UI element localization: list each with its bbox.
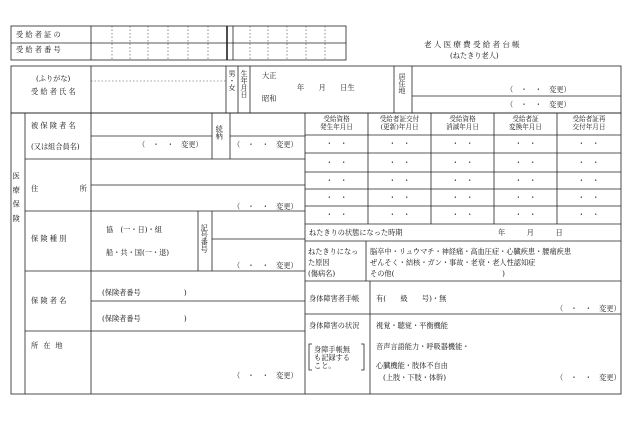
insurer-number-2[interactable]: (保険者番号 ) (102, 314, 187, 323)
history-cell[interactable]: ・ ・ (325, 192, 348, 202)
location-change[interactable]: （ ・ ・ 変更） (233, 371, 298, 380)
history-cell[interactable]: ・ ・ (325, 157, 348, 167)
cause-label-3: (傷病名) (308, 269, 336, 278)
bracket-note-3: こと。 (314, 361, 336, 370)
history-cell[interactable]: ・ ・ (577, 175, 600, 185)
address-change[interactable]: （ ・ ・ 変更） (233, 202, 298, 211)
document-subtitle: (ねたきり老人) (450, 51, 499, 60)
disability-book-field[interactable]: 有( 級 号)・無 (376, 294, 447, 303)
history-cell[interactable]: ・ ・ (388, 210, 411, 219)
history-cell[interactable]: ・ ・ (577, 157, 600, 167)
residence-label: 居住地 (398, 73, 406, 94)
disability-item-4[interactable]: (上肢・下肢・体幹) (383, 373, 447, 382)
recipient-name-label: 受給者氏名 (31, 87, 78, 96)
history-cell[interactable]: ・ ・ (451, 139, 474, 148)
residence-change-1[interactable]: （ ・ ・ 変更） (506, 85, 571, 94)
cause-other[interactable]: その他( ) (370, 269, 505, 278)
era-showa: 昭和 (262, 94, 277, 103)
history-header-4: 受給者証 変換年月日 (509, 115, 542, 131)
bedridden-time-label: ねたきりの状態になった時期 (309, 228, 403, 237)
disability-book-label: 身体障害者手帳 (309, 294, 360, 303)
address-label: 住 所 (31, 184, 96, 193)
history-cell[interactable]: ・ ・ (514, 192, 537, 202)
history-cell[interactable]: ・ ・ (514, 139, 537, 148)
id-label-1: 受給者証の (16, 30, 63, 39)
insurer-name-label: 保険者名 (31, 296, 69, 305)
history-cell[interactable]: ・ ・ (451, 157, 474, 167)
medical-insurance-label: 医療保険 (12, 172, 22, 229)
history-header-3: 受給資格 消滅年月日 (446, 115, 479, 131)
cause-options-1[interactable]: 脳卒中・リュウマチ・神経痛・高血圧症・心臓疾患・腰痛疾患 (370, 247, 572, 256)
disability-status-change[interactable]: （ ・ ・ 変更） (556, 373, 621, 382)
cause-options-2[interactable]: ぜんそく・結核・ガン・事故・老衰・老人性認知症 (370, 258, 536, 267)
history-cell[interactable]: ・ ・ (388, 157, 411, 167)
history-cell[interactable]: ・ ・ (325, 139, 348, 148)
history-cell[interactable]: ・ ・ (388, 139, 411, 148)
relationship-change[interactable]: （ ・ ・ 変更） (233, 140, 298, 149)
disability-item-1[interactable]: 視覚・聴覚・平衡機能 (376, 321, 448, 330)
insured-name-sub-label: (又は組合員名) (31, 142, 80, 151)
relationship-label: 続柄 (215, 125, 225, 140)
insurance-type-option-2[interactable]: 船・共・国(一・退) (106, 248, 170, 257)
symbol-number-change[interactable]: （ ・ ・ 変更） (233, 261, 298, 270)
history-cell[interactable]: ・ ・ (577, 192, 600, 202)
bedridden-time-field[interactable]: 年 月 日 (498, 228, 563, 237)
sex-field[interactable]: 男・女 (228, 70, 236, 91)
insured-name-label: 被保険者名 (31, 121, 78, 130)
birth-date-field[interactable]: 年 月 日生 (297, 83, 355, 92)
history-header-5: 受給者証再 交付年月日 (572, 115, 606, 131)
history-cell[interactable]: ・ ・ (451, 175, 474, 185)
history-cell[interactable]: ・ ・ (514, 175, 537, 185)
history-header-2: 受給者証交付 (更新)年月日 (379, 115, 420, 131)
id-label-2: 受給者番号 (16, 45, 63, 54)
disability-item-2[interactable]: 音声言語能力・呼吸器機能・ (376, 342, 470, 351)
disability-item-3[interactable]: 心臓機能・肢体不自由 (376, 361, 448, 370)
birth-date-label: 生年月日 (240, 70, 248, 98)
residence-change-2[interactable]: （ ・ ・ 変更） (506, 100, 571, 109)
bracket-note-2: も記録する (314, 353, 350, 362)
history-cell[interactable]: ・ ・ (577, 139, 600, 148)
history-cell[interactable]: ・ ・ (514, 157, 537, 167)
history-cell[interactable]: ・ ・ (514, 210, 537, 219)
history-cell[interactable]: ・ ・ (451, 192, 474, 202)
insurance-type-option-1[interactable]: 協 (一・日)・組 (106, 225, 162, 234)
history-cell[interactable]: ・ ・ (388, 175, 411, 185)
cause-label-2: た原因 (308, 258, 330, 267)
document-title: 老人医療費受給者台帳 (424, 40, 522, 49)
history-cell[interactable]: ・ ・ (577, 210, 600, 219)
history-header-1: 受給資格 発生年月日 (320, 115, 353, 131)
furigana-label: (ふりがな) (36, 74, 71, 83)
bracket-note-1: 身障手帳無 (314, 345, 350, 354)
history-cell[interactable]: ・ ・ (325, 175, 348, 185)
insured-change[interactable]: （ ・ ・ 変更） (138, 140, 203, 149)
disability-status-label: 身体障害の状況 (309, 321, 360, 330)
history-cell[interactable]: ・ ・ (451, 210, 474, 219)
history-cell[interactable]: ・ ・ (388, 192, 411, 202)
insurer-number-1[interactable]: (保険者番号 ) (102, 288, 187, 297)
era-taisho: 大正 (262, 71, 277, 80)
insurance-type-label: 保険種別 (31, 234, 69, 243)
history-cell[interactable]: ・ ・ (325, 210, 348, 219)
cause-label-1: ねたきりになっ (308, 247, 359, 256)
symbol-number-label: 記号番号 (200, 224, 210, 253)
location-label: 所在地 (31, 341, 68, 350)
disability-book-change[interactable]: （ ・ ・ 変更） (556, 304, 621, 313)
